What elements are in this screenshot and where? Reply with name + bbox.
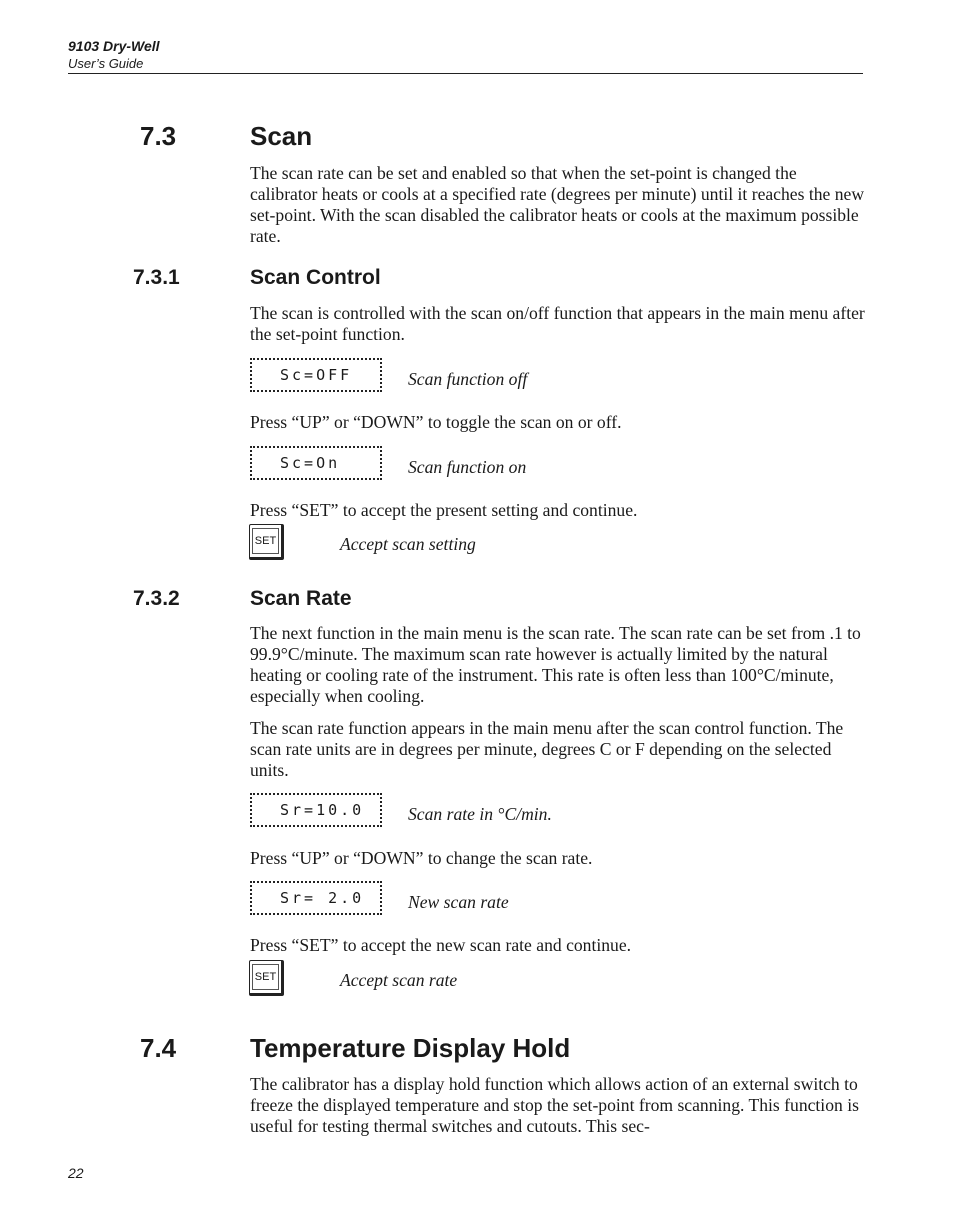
set-key-icon <box>249 960 284 996</box>
header-rule <box>68 73 863 74</box>
section-7-4-title: Temperature Display Hold <box>250 1033 571 1063</box>
lcd-display-scan-on: Sc=On <box>250 446 382 480</box>
section-7-3-2-number: 7.3.2 <box>133 587 180 610</box>
caption-scan-off: Scan function off <box>408 369 528 389</box>
page-number: 22 <box>68 1165 84 1181</box>
section-7-3-1-paragraph: The scan is controlled with the scan on/off function that appears in the main menu after the set-point function. <box>250 303 865 344</box>
set-key-label: SET <box>252 528 279 554</box>
caption-accept-scan-setting: Accept scan setting <box>340 534 476 554</box>
section-7-4-paragraph: The calibrator has a display hold function which allows action of an external switch to freeze the displayed temperature and stop the set-point from scanning. This function is useful for testing thermal switches and cutouts. This sec- <box>250 1074 859 1136</box>
section-7-3-paragraph: The scan rate can be set and enabled so that when the set-point is changed the calibrator heats or cools at a specified rate (degrees per minute) until it reaches the new set-point. With the scan disabled the calibrator heats or cools at the maximum possible rate. <box>250 163 865 246</box>
section-7-3-number: 7.3 <box>140 121 177 151</box>
caption-scan-rate: Scan rate in °C/min. <box>408 804 552 824</box>
instruction-toggle-scan: Press “UP” or “DOWN” to toggle the scan on or off. <box>250 412 622 432</box>
document-title: 9103 Dry-Well <box>68 38 160 54</box>
section-7-3-2-title: Scan Rate <box>250 587 352 610</box>
section-7-4-number: 7.4 <box>140 1033 177 1063</box>
set-key-label: SET <box>252 964 279 990</box>
caption-scan-on: Scan function on <box>408 457 527 477</box>
document-subtitle: User’s Guide <box>68 56 144 71</box>
instruction-accept-scan-rate: Press “SET” to accept the new scan rate and continue. <box>250 935 632 955</box>
lcd-display-new-scan-rate: Sr= 2.0 <box>250 881 382 915</box>
section-7-3-1-number: 7.3.1 <box>133 266 180 289</box>
section-7-3-title: Scan <box>250 121 313 151</box>
section-7-3-2-paragraph-2: The scan rate function appears in the main menu after the scan control function. The scan rate units are in degrees per minute, degrees C or F depending on the selected units. <box>250 718 844 780</box>
instruction-accept-setting: Press “SET” to accept the present setting and continue. <box>250 500 638 520</box>
caption-accept-scan-rate: Accept scan rate <box>340 970 458 990</box>
lcd-display-scan-rate: Sr=10.0 <box>250 793 382 827</box>
lcd-display-scan-off: Sc=OFF <box>250 358 382 392</box>
set-key-icon <box>249 524 284 560</box>
caption-new-scan-rate: New scan rate <box>408 892 509 912</box>
instruction-change-scan-rate: Press “UP” or “DOWN” to change the scan rate. <box>250 848 593 868</box>
section-7-3-2-paragraph-1: The next function in the main menu is the scan rate. The scan rate can be set from .1 to 99.9°C/minute. The maximum scan rate however is actually limited by the natural heating or cooling rate of the instrument. This rate is often less than 100°C/minute, especially when cooling. <box>250 623 861 706</box>
section-7-3-1-title: Scan Control <box>250 266 381 289</box>
